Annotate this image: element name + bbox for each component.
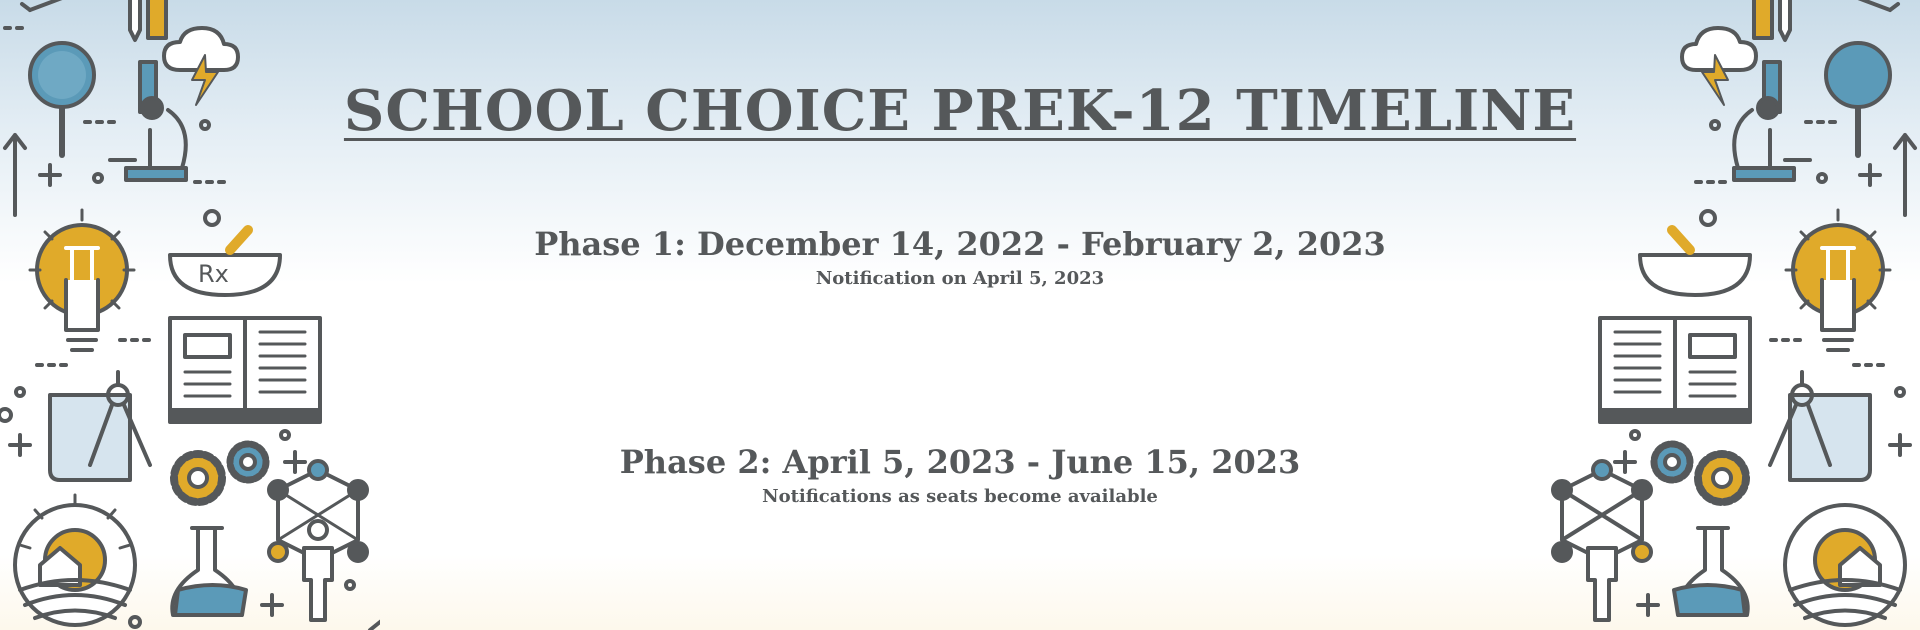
phase-1-title: Phase 1: December 14, 2022 - February 2, 2023 <box>534 225 1386 263</box>
phase-2-note: Notifications as seats become available <box>762 486 1158 507</box>
page-title: SCHOOL CHOICE PREK-12 TIMELINE <box>343 78 1577 144</box>
phase-1-note: Notification on April 5, 2023 <box>815 268 1105 289</box>
svg-text:Rx: Rx <box>198 260 229 288</box>
phase-2-title: Phase 2: April 5, 2023 - June 15, 2023 <box>619 443 1301 481</box>
